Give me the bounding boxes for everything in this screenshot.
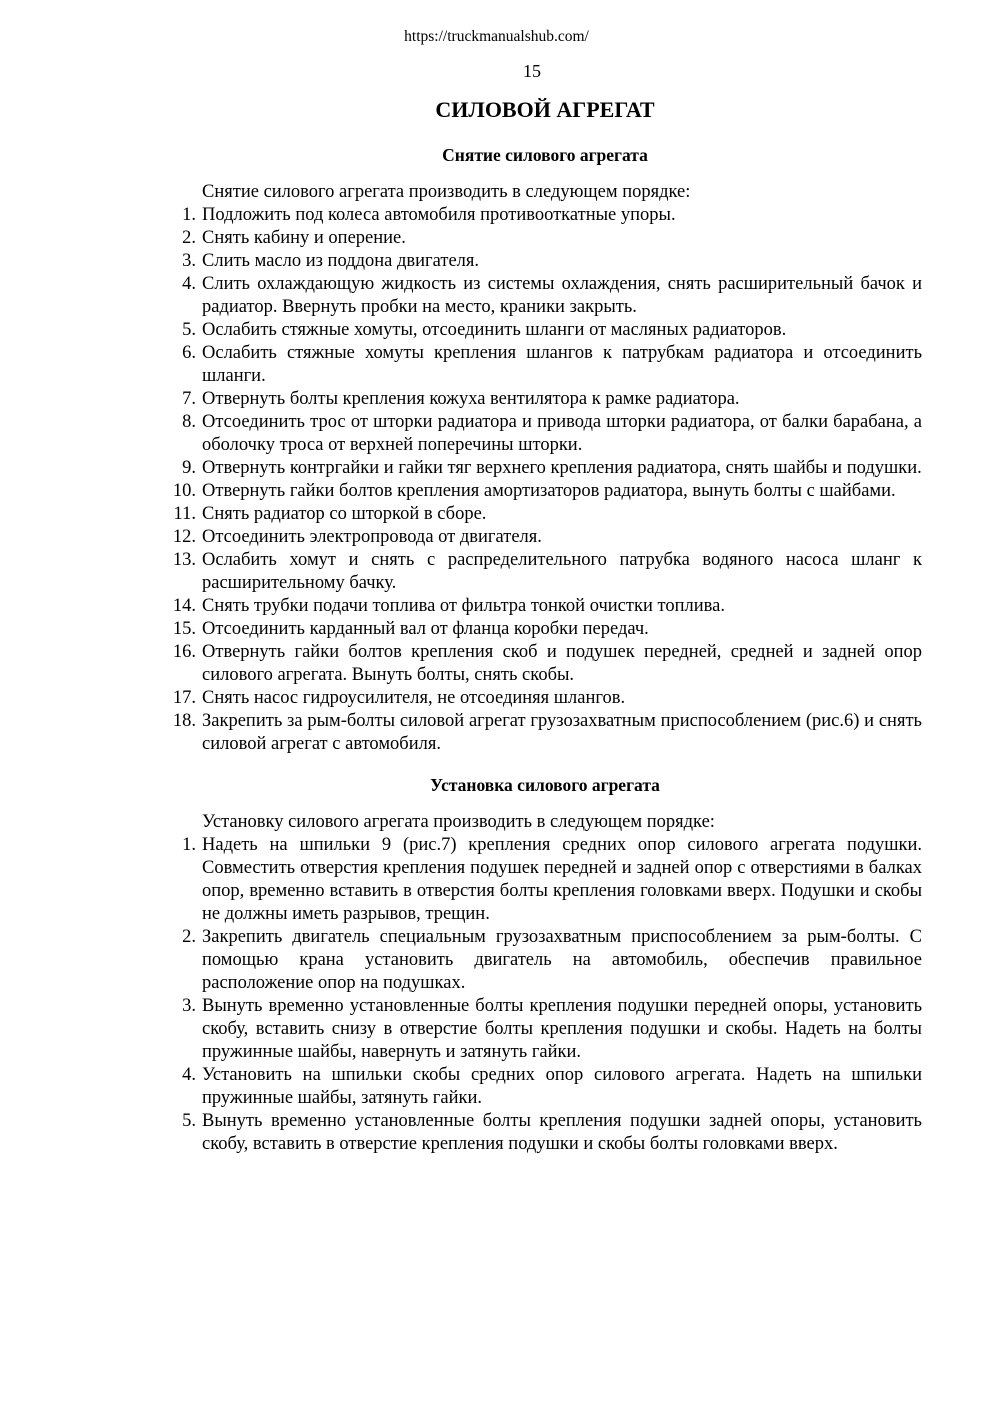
list-item bbox=[168, 687, 922, 710]
list-item-text: Отсоединить карданный вал от фланца коробки передач. bbox=[202, 619, 649, 639]
list-item bbox=[168, 204, 922, 227]
list-item-number: 1. bbox=[182, 835, 196, 855]
list-item bbox=[168, 227, 922, 250]
list-item-number: 4. bbox=[182, 274, 196, 294]
list-item-number: 13. bbox=[172, 550, 196, 570]
list-item bbox=[168, 641, 922, 687]
installation-intro: Установку силового агрегата производить в следующем порядке: bbox=[202, 812, 715, 832]
list-item bbox=[168, 595, 922, 618]
list-item-number: 5. bbox=[182, 1111, 196, 1131]
list-item-text: Подложить под колеса автомобиля противооткатные упоры. bbox=[202, 205, 676, 225]
list-item-number: 16. bbox=[172, 642, 196, 662]
list-item-number: 2. bbox=[182, 228, 196, 248]
list-item bbox=[168, 549, 922, 595]
list-item bbox=[168, 250, 922, 273]
list-item-text: Снять радиатор со шторкой в сборе. bbox=[202, 504, 487, 524]
list-item-number: 3. bbox=[182, 996, 196, 1016]
list-item-text: Ослабить хомут и снять с распределительного патрубка водяного насоса шланг к расширительному бачку. bbox=[202, 550, 922, 593]
list-item bbox=[168, 834, 922, 926]
list-item-text: Отвернуть контргайки и гайки тяг верхнего крепления радиатора, снять шайбы и подушки. bbox=[202, 458, 922, 478]
list-item bbox=[168, 710, 922, 756]
removal-heading: Снятие силового агрегата bbox=[442, 145, 648, 165]
list-item-number: 2. bbox=[182, 927, 196, 947]
list-item bbox=[168, 1064, 922, 1110]
list-item-text: Слить охлаждающую жидкость из системы охлаждения, снять расширительный бачок и радиатор. Ввернуть пробки на место, краники закрыть. bbox=[202, 274, 922, 317]
page-number: 15 bbox=[523, 61, 541, 81]
page-content bbox=[168, 93, 922, 1156]
list-item-text: Надеть на шпильки 9 (рис.7) крепления средних опор силового агрегата подушки. Совместить отверстия крепления подушек передней и задней опор с отверстиями в балках опор, временно вставить в отверстия болты крепления головками вверх. Подушки и скобы не должны иметь разрывов, трещин. bbox=[202, 835, 922, 924]
list-item bbox=[168, 526, 922, 549]
list-item-text: Закрепить двигатель специальным грузозахватным приспособлением за рым-болты. С помощью крана установить двигатель на автомобиль, обеспечив правильное расположение опор на подушках. bbox=[202, 927, 922, 993]
list-item bbox=[168, 319, 922, 342]
list-item-number: 7. bbox=[182, 389, 196, 409]
page-title: СИЛОВОЙ АГРЕГАТ bbox=[435, 97, 655, 122]
list-item-number: 15. bbox=[172, 619, 196, 639]
list-item-number: 4. bbox=[182, 1065, 196, 1085]
list-item-text: Ослабить стяжные хомуты крепления шлангов к патрубкам радиатора и отсоединить шланги. bbox=[202, 343, 922, 386]
list-item-number: 3. bbox=[182, 251, 196, 271]
list-item bbox=[168, 273, 922, 319]
installation-steps-list bbox=[168, 834, 922, 1156]
installation-heading: Установка силового агрегата bbox=[430, 775, 660, 795]
list-item-number: 10. bbox=[172, 481, 196, 501]
list-item-text: Закрепить за рым-болты силовой агрегат грузозахватным приспособлением (рис.6) и снять силовой агрегат с автомобиля. bbox=[202, 711, 922, 754]
list-item bbox=[168, 1110, 922, 1156]
list-item-number: 11. bbox=[173, 504, 196, 524]
list-item bbox=[168, 457, 922, 480]
list-item bbox=[168, 926, 922, 995]
list-item-number: 6. bbox=[182, 343, 196, 363]
list-item-text: Отсоединить трос от шторки радиатора и привода шторки радиатора, от балки барабана, а оболочку троса от верхней поперечины шторки. bbox=[202, 412, 922, 455]
removal-intro: Снятие силового агрегата производить в следующем порядке: bbox=[202, 182, 691, 202]
list-item-text: Установить на шпильки скобы средних опор силового агрегата. Надеть на шпильки пружинные шайбы, затянуть гайки. bbox=[202, 1065, 922, 1108]
list-item bbox=[168, 411, 922, 457]
list-item-number: 5. bbox=[182, 320, 196, 340]
list-item-number: 1. bbox=[182, 205, 196, 225]
list-item-text: Снять насос гидроусилителя, не отсоединяя шлангов. bbox=[202, 688, 626, 708]
list-item bbox=[168, 388, 922, 411]
list-item bbox=[168, 480, 922, 503]
list-item-number: 8. bbox=[182, 412, 196, 432]
list-item bbox=[168, 618, 922, 641]
list-item bbox=[168, 342, 922, 388]
list-item-number: 18. bbox=[172, 711, 196, 731]
list-item-number: 14. bbox=[172, 596, 196, 616]
list-item-text: Снять трубки подачи топлива от фильтра тонкой очистки топлива. bbox=[202, 596, 725, 616]
removal-steps-list bbox=[168, 204, 922, 756]
list-item-number: 17. bbox=[172, 688, 196, 708]
list-item-text: Отвернуть гайки болтов крепления амортизаторов радиатора, вынуть болты с шайбами. bbox=[202, 481, 896, 501]
list-item-text: Снять кабину и оперение. bbox=[202, 228, 406, 248]
list-item-text: Вынуть временно установленные болты крепления подушки передней опоры, установить скобу, вставить снизу в отверстие болты крепления подушки и скобы. Надеть на болты пружинные шайбы, навернуть и затянуть гайки. bbox=[202, 996, 922, 1062]
list-item-text: Слить масло из поддона двигателя. bbox=[202, 251, 480, 271]
list-item-text: Отсоединить электропровода от двигателя. bbox=[202, 527, 542, 547]
list-item-text: Отвернуть болты крепления кожуха вентилятора к рамке радиатора. bbox=[202, 389, 740, 409]
list-item-text: Отвернуть гайки болтов крепления скоб и подушек передней, средней и задней опор силового агрегата. Вынуть болты, снять скобы. bbox=[202, 642, 922, 685]
list-item-text: Вынуть временно установленные болты крепления подушки задней опоры, установить скобу, вставить в отверстие крепления подушки и скобы болты головками вверх. bbox=[202, 1111, 922, 1154]
list-item-number: 12. bbox=[172, 527, 196, 547]
list-item-number: 9. bbox=[182, 458, 196, 478]
list-item bbox=[168, 503, 922, 526]
list-item bbox=[168, 995, 922, 1064]
source-url: https://truckmanualshub.com/ bbox=[404, 28, 589, 45]
list-item-text: Ослабить стяжные хомуты, отсоединить шланги от масляных радиаторов. bbox=[202, 320, 787, 340]
